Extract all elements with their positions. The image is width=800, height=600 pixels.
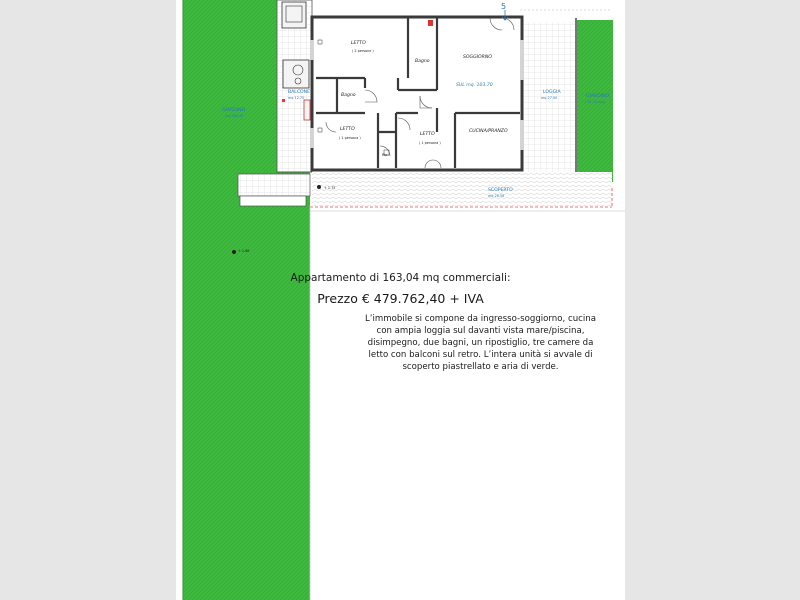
scoperto-terrace [312, 172, 612, 206]
room-letto-1: LETTO [351, 41, 366, 46]
svg-text:+ 1.75: + 1.75 [324, 186, 336, 190]
giardino-left-label: GIARDINO [222, 108, 246, 113]
room-letto-3-note: ( 1 persona ) [419, 141, 441, 145]
balcone-area: mq 12.70 [288, 96, 305, 100]
room-letto-1-note: ( 2 persone ) [352, 49, 374, 53]
room-bagno-2: Bagno [341, 93, 356, 98]
room-letto-2: LETTO [340, 127, 355, 132]
giardino-left-area: mq 260.30 [225, 114, 244, 118]
giardino-right-area: ( 71.74 mq) [585, 100, 605, 104]
unit-number: 5 [501, 2, 507, 11]
room-letto-2-note: ( 1 persona ) [339, 136, 361, 140]
scoperto-label: SCOPERTO [488, 188, 513, 193]
room-bagno-1: Bagno [415, 59, 430, 64]
terrace-left [238, 174, 310, 196]
room-letto-3: LETTO [420, 132, 435, 137]
fixture-marker [428, 20, 433, 26]
loggia-area: mq 27.00 [541, 96, 558, 100]
outdoor-appliance-mid [283, 60, 309, 88]
balcone-label: BALCONE [288, 90, 311, 95]
room-soggiorno-area: SUL mq. 103.70 [456, 83, 493, 88]
listing-headline: Appartamento di 163,04 mq commerciali: [290, 272, 511, 284]
loggia-label: LOGGIA [543, 90, 561, 95]
giardino-right-label: GIARDINO [586, 94, 610, 99]
svg-text:+ 1.66: + 1.66 [238, 249, 250, 253]
listing-price: Prezzo € 479.762,40 + IVA [317, 291, 484, 306]
room-cucina: CUCINA/PRANZO [469, 129, 508, 134]
listing-description: L’immobile si compone da ingresso-soggiorno, cucina con ampia loggia sul davanti vista mare/piscina, disimpegno, due bagni, un ripostiglio, tre camere da letto con balconi sul retro. L’intera unità si avvale di scoperto piastrellato e aria di verde. [365, 314, 596, 372]
room-soggiorno: SOGGIORNO [463, 55, 492, 60]
scoperto-area: mq 26.56 [488, 194, 505, 198]
room-rip: Rip. [382, 153, 389, 157]
